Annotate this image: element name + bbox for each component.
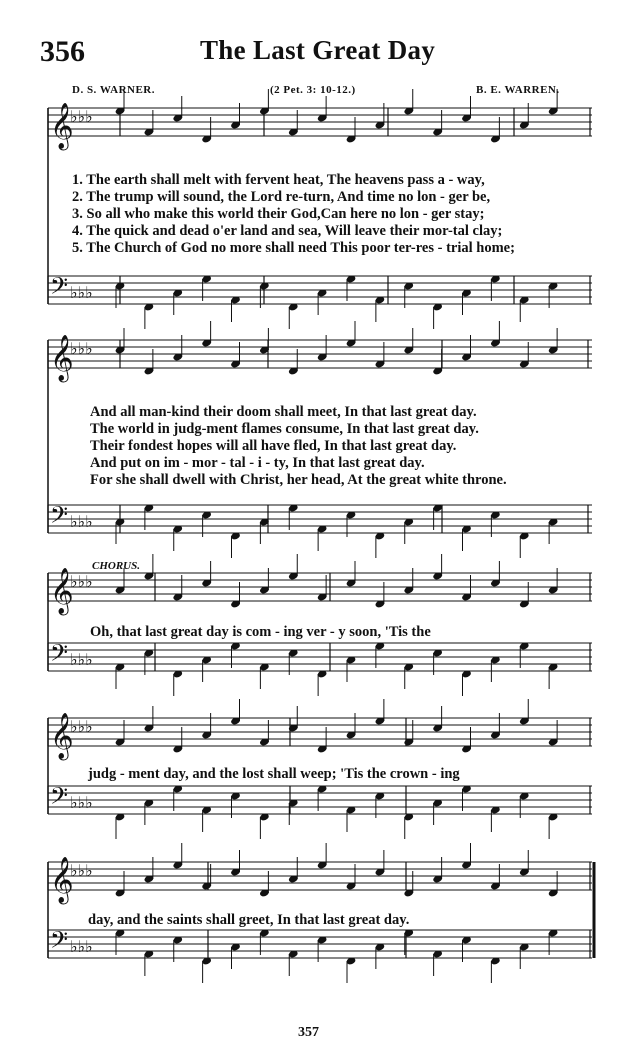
bass-clef-icon: 𝄢 (50, 926, 69, 959)
key-signature-flats: ♭♭♭ (70, 572, 93, 591)
bass-clef-icon: 𝄢 (50, 782, 69, 815)
key-signature-flats: ♭♭♭ (70, 512, 93, 531)
hymn-title: The Last Great Day (200, 35, 436, 65)
key-signature-flats: ♭♭♭ (70, 283, 93, 302)
composer-credit: B. E. WARREN. (476, 84, 560, 96)
treble-clef-icon: 𝄞 (50, 335, 74, 381)
verse-2-line-1: 2. The trump will sound, the Lord re-turn, And time no lon - ger be, (72, 189, 491, 205)
key-signature-flats: ♭♭♭ (70, 717, 93, 736)
chorus-label: CHORUS. (92, 560, 140, 572)
verse-5-line-1: 5. The Church of God no more shall need This poor ter-res - trial home; (72, 240, 515, 256)
verse-5-line-2: For she shall dwell with Christ, her head, At the great white throne. (90, 472, 507, 488)
treble-clef-icon: 𝄞 (50, 713, 74, 759)
verse-2-line-2: The world in judg-ment flames consume, In that last great day. (90, 421, 479, 437)
scripture-reference: (2 Pet. 3: 10-12.) (270, 84, 356, 96)
verse-3-line-1: 3. So all who make this world their God,Can here no lon - ger stay; (72, 206, 485, 222)
verse-4-line-1: 4. The quick and dead o'er land and sea, Will leave their mor-tal clay; (72, 223, 503, 239)
key-signature-flats: ♭♭♭ (70, 937, 93, 956)
chorus-line-1: Oh, that last great day is com - ing ver - y soon, 'Tis the (90, 624, 431, 640)
treble-clef-icon: 𝄞 (50, 568, 74, 614)
verse-4-line-2: And put on im - mor - tal - i - ty, In that last great day. (90, 455, 425, 471)
key-signature-flats: ♭♭♭ (70, 861, 93, 880)
verse-3-line-2: Their fondest hopes will all have fled, In that last great day. (90, 438, 457, 454)
chorus-line-3: day, and the saints shall greet, In that last great day. (88, 912, 410, 928)
chorus-line-2: judg - ment day, and the lost shall weep; 'Tis the crown - ing (88, 766, 460, 782)
treble-clef-icon: 𝄞 (50, 103, 74, 149)
key-signature-flats: ♭♭♭ (70, 107, 93, 126)
verse-1-line-1: 1. The earth shall melt with fervent heat, The heavens pass a - way, (72, 172, 485, 188)
verse-1-line-2: And all man-kind their doom shall meet, In that last great day. (90, 404, 477, 420)
page-number: 357 (298, 1025, 319, 1040)
hymn-number: 356 (40, 35, 85, 68)
key-signature-flats: ♭♭♭ (70, 793, 93, 812)
bass-clef-icon: 𝄢 (50, 272, 69, 305)
author-credit: D. S. WARNER. (72, 84, 156, 96)
key-signature-flats: ♭♭♭ (70, 339, 93, 358)
treble-clef-icon: 𝄞 (50, 857, 74, 903)
bass-clef-icon: 𝄢 (50, 501, 69, 534)
key-signature-flats: ♭♭♭ (70, 650, 93, 669)
bass-clef-icon: 𝄢 (50, 639, 69, 672)
